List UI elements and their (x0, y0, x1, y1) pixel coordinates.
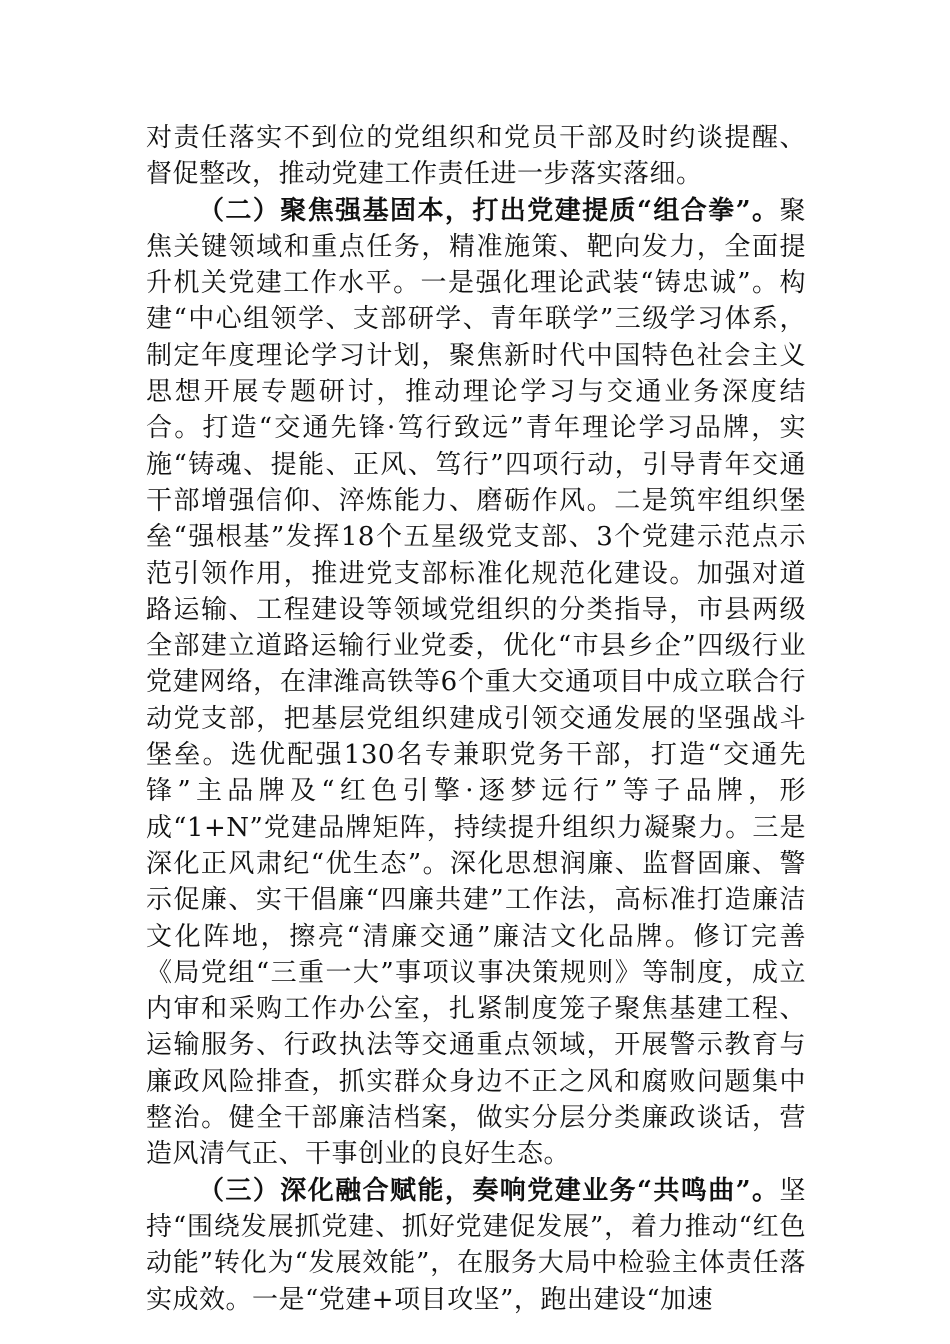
paragraph-section-two (146, 193, 806, 1173)
section-heading: （二）聚焦强基固本，打出党建提质“组合拳”。 (198, 195, 780, 226)
document-body (146, 120, 806, 1318)
paragraph-body: 对责任落实不到位的党组织和党员干部及时约谈提醒、督促整改，推动党建工作责任进一步落实落细。 (146, 123, 806, 190)
section-heading: （三）深化融合赋能，奏响党建业务“共鸣曲”。 (198, 1175, 780, 1206)
paragraph-continuation (146, 120, 806, 193)
paragraph-body: 坚持“围绕发展抓党建、抓好党建促发展”，着力推动“红色动能”转化为“发展效能”，在服务大局中检验主体责任落实成效。一是“党建+项目攻坚”，跑出建设“加速 (146, 1175, 806, 1315)
paragraph-section-three (146, 1173, 806, 1318)
paragraph-body: 聚焦关键领域和重点任务，精准施策、靶向发力，全面提升机关党建工作水平。一是强化理论武装“铸忠诚”。构建“中心组领学、支部研学、青年联学”三级学习体系，制定年度理论学习计划，聚焦新时代中国特色社会主义思想开展专题研讨，推动理论学习与交通业务深度结合。打造“交通先锋·笃行致远”青年理论学习品牌，实施“铸魂、提能、正风、笃行”四项行动，引导青年交通干部增强信仰、淬炼能力、磨砺作风。二是筑牢组织堡垒“强根基”发挥18个五星级党支部、3个党建示范点示范引领作用，推进党支部标准化规范化建设。加强对道路运输、工程建设等领域党组织的分类指导，市县两级全部建立道路运输行业党委，优化“市县乡企”四级行业党建网络，在津潍高铁等6个重大交通项目中成立联合行动党支部，把基层党组织建成引领交通发展的坚强战斗堡垒。选优配强130名专兼职党务干部，打造“交通先锋”主品牌及“红色引擎·逐梦远行”等子品牌，形成“1+N”党建品牌矩阵，持续提升组织力凝聚力。三是深化正风肃纪“优生态”。深化思想润廉、监督固廉、警示促廉、实干倡廉“四廉共建”工作法，高标准打造廉洁文化阵地，擦亮“清廉交通”廉洁文化品牌。修订完善《局党组“三重一大”事项议事决策规则》等制度，成立内审和采购工作办公室，扎紧制度笼子聚焦基建工程、运输服务、行政执法等交通重点领域，开展警示教育与廉政风险排查，抓实群众身边不正之风和腐败问题集中整治。健全干部廉洁档案，做实分层分类廉政谈话，营造风清气正、干事创业的良好生态。 (146, 195, 806, 1170)
